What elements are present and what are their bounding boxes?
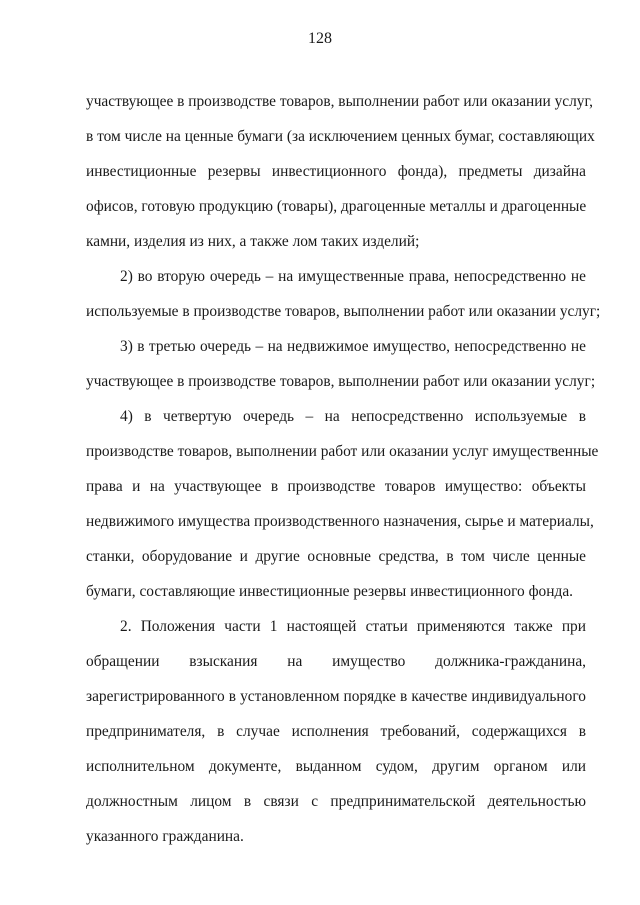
text-line: 4) в четвертую очередь – на непосредственно используемые в <box>120 408 586 425</box>
text-line: должностным лицом в связи с предпринимательской деятельностью <box>86 793 586 810</box>
text-line: участвующее в производстве товаров, выполнении работ или оказании услуг; <box>86 373 596 390</box>
text-line: 2) во вторую очередь – на имущественные права, непосредственно не <box>120 268 586 285</box>
text-line: предпринимателя, в случае исполнения требований, содержащихся в <box>86 723 586 740</box>
text-line: зарегистрированного в установленном порядке в качестве индивидуального <box>86 688 586 705</box>
text-line: права и на участвующее в производстве товаров имущество: объекты <box>86 478 586 495</box>
text-line: офисов, готовую продукцию (товары), драгоценные металлы и драгоценные <box>86 198 587 215</box>
text-line: станки, оборудование и другие основные средства, в том числе ценные <box>86 548 586 565</box>
page-number: 128 <box>308 30 332 47</box>
text-line: используемые в производстве товаров, выполнении работ или оказании услуг; <box>86 303 601 320</box>
text-line: производстве товаров, выполнении работ или оказании услуг имущественные <box>86 443 599 460</box>
text-line: 2. Положения части 1 настоящей статьи применяются также при <box>120 618 586 635</box>
text-line: недвижимого имущества производственного назначения, сырье и материалы, <box>86 513 594 530</box>
text-line: камни, изделия из них, а также лом таких изделий; <box>86 233 420 250</box>
text-line: инвестиционные резервы инвестиционного фонда), предметы дизайна <box>86 163 586 180</box>
text-line: участвующее в производстве товаров, выполнении работ или оказании услуг, <box>86 93 593 110</box>
text-line: указанного гражданина. <box>86 828 244 845</box>
text-line: исполнительном документе, выданном судом, другим органом или <box>86 758 586 775</box>
text-line: 3) в третью очередь – на недвижимое имущество, непосредственно не <box>120 338 586 355</box>
text-line: в том числе на ценные бумаги (за исключением ценных бумаг, составляющих <box>86 128 595 145</box>
text-line: обращении взыскания на имущество должника-гражданина, <box>86 653 586 670</box>
text-line: бумаги, составляющие инвестиционные резервы инвестиционного фонда. <box>86 583 573 600</box>
